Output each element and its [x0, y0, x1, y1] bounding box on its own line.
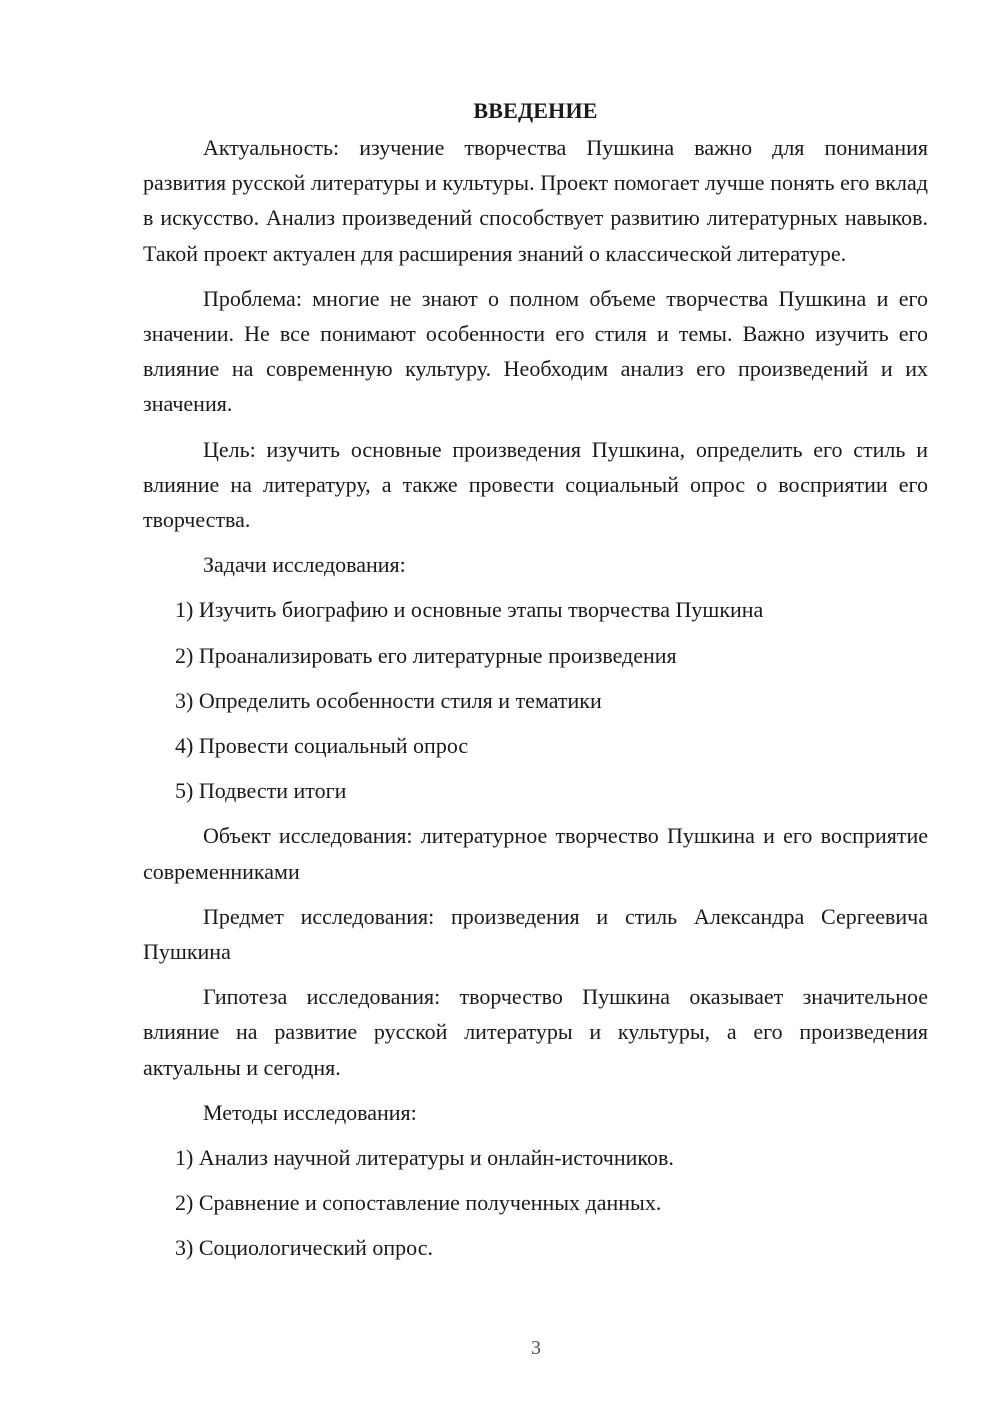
method-item: 3) Социологический опрос.	[175, 1235, 433, 1261]
methods-heading: Методы исследования:	[203, 1099, 417, 1125]
method-item: 2) Сравнение и сопоставление полученных данных.	[175, 1190, 662, 1216]
object-paragraph: Объект исследования: литературное творчество Пушкина и его восприятие современниками	[143, 823, 928, 884]
task-item: 1) Изучить биографию и основные этапы творчества Пушкина	[175, 597, 764, 623]
task-item: 3) Определить особенности стиля и тематики	[175, 687, 602, 713]
task-item: 4) Провести социальный опрос	[175, 733, 469, 759]
relevance-paragraph: Актуальность: изучение творчества Пушкина важно для понимания развития русской литературы и культуры. Проект помогает лучше понять его вклад в искусство. Анализ произведений способствует развитию литературных навыков. Такой проект актуален для расширения знаний о классической литературе.	[143, 135, 928, 266]
methods-list	[143, 1140, 928, 1266]
method-item: 1) Анализ научной литературы и онлайн-источников.	[175, 1145, 674, 1171]
tasks-list	[143, 592, 928, 808]
problem-paragraph: Проблема: многие не знают о полном объеме творчества Пушкина и его значении. Не все понимают особенности его стиля и темы. Важно изучить его влияние на современную культуру. Необходим анализ его произведений и их значения.	[143, 285, 928, 417]
task-item: 2) Проанализировать его литературные произведения	[175, 642, 677, 668]
document-title: ВВЕДЕНИЕ	[473, 98, 598, 123]
page-number: 3	[531, 1337, 541, 1359]
tasks-heading: Задачи исследования:	[203, 552, 406, 578]
hypothesis-paragraph: Гипотеза исследования: творчество Пушкина оказывает значительное влияние на развитие русской литературы и культуры, а его произведения актуальны и сегодня.	[143, 984, 928, 1080]
task-item: 5) Подвести итоги	[175, 778, 347, 804]
document-page	[143, 96, 928, 1276]
goal-paragraph: Цель: изучить основные произведения Пушкина, определить его стиль и влияние на литературу, а также провести социальный опрос о восприятии его творчества.	[143, 436, 928, 533]
subject-paragraph: Предмет исследования: произведения и стиль Александра Сергеевича Пушкина	[143, 903, 928, 965]
